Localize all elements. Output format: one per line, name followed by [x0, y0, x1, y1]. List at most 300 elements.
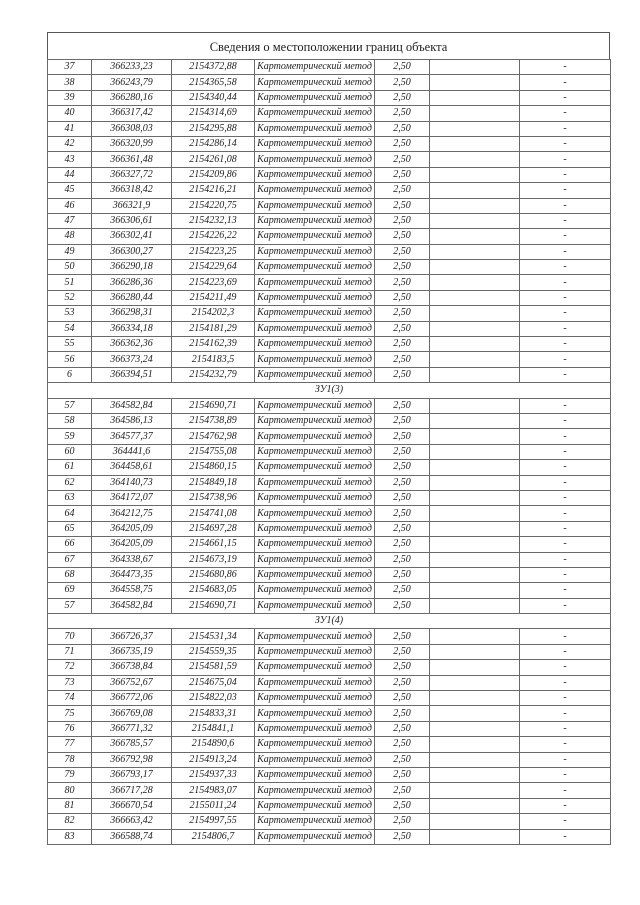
- empty-cell: [430, 552, 520, 567]
- accuracy-cell: 2,50: [375, 90, 430, 105]
- coord-x: 366771,32: [92, 721, 172, 736]
- dash-cell: -: [520, 567, 611, 582]
- coord-x: 366785,57: [92, 737, 172, 752]
- empty-cell: [430, 475, 520, 490]
- coord-x: 366769,08: [92, 706, 172, 721]
- coord-y: 2154937,33: [172, 767, 255, 782]
- point-number: 38: [48, 75, 92, 90]
- coord-y: 2154673,19: [172, 552, 255, 567]
- coord-y: 2154232,13: [172, 213, 255, 228]
- method-cell: Картометрический метод: [255, 829, 375, 844]
- table-row: [48, 229, 611, 244]
- coord-x: 366318,42: [92, 183, 172, 198]
- method-cell: Картометрический метод: [255, 183, 375, 198]
- coord-x: 366772,06: [92, 691, 172, 706]
- coord-y: 2154365,58: [172, 75, 255, 90]
- method-cell: Картометрический метод: [255, 598, 375, 613]
- point-number: 59: [48, 429, 92, 444]
- dash-cell: -: [520, 244, 611, 259]
- method-cell: Картометрический метод: [255, 136, 375, 151]
- point-number: 60: [48, 444, 92, 459]
- table-row: [48, 598, 611, 613]
- dash-cell: -: [520, 75, 611, 90]
- accuracy-cell: 2,50: [375, 213, 430, 228]
- coord-x: 364172,07: [92, 490, 172, 505]
- coord-y: 2155011,24: [172, 798, 255, 813]
- table-row: [48, 490, 611, 505]
- accuracy-cell: 2,50: [375, 798, 430, 813]
- method-cell: Картометрический метод: [255, 121, 375, 136]
- coord-y: 2154690,71: [172, 398, 255, 413]
- table-row: [48, 121, 611, 136]
- empty-cell: [430, 798, 520, 813]
- coord-x: 366334,18: [92, 321, 172, 336]
- point-number: 41: [48, 121, 92, 136]
- accuracy-cell: 2,50: [375, 413, 430, 428]
- point-number: 58: [48, 413, 92, 428]
- dash-cell: -: [520, 121, 611, 136]
- method-cell: Картометрический метод: [255, 752, 375, 767]
- coord-x: 366286,36: [92, 275, 172, 290]
- coord-y: 2154261,08: [172, 152, 255, 167]
- empty-cell: [430, 152, 520, 167]
- point-number: 67: [48, 552, 92, 567]
- coord-y: 2154890,6: [172, 737, 255, 752]
- accuracy-cell: 2,50: [375, 244, 430, 259]
- accuracy-cell: 2,50: [375, 721, 430, 736]
- empty-cell: [430, 567, 520, 582]
- table-row: [48, 213, 611, 228]
- coord-y: 2154997,55: [172, 814, 255, 829]
- coord-y: 2154690,71: [172, 598, 255, 613]
- method-cell: Картометрический метод: [255, 767, 375, 782]
- coord-y: 2154680,86: [172, 567, 255, 582]
- empty-cell: [430, 352, 520, 367]
- table-row: [48, 398, 611, 413]
- point-number: 80: [48, 783, 92, 798]
- section-row: [48, 383, 611, 398]
- coord-x: 366361,48: [92, 152, 172, 167]
- point-number: 63: [48, 490, 92, 505]
- empty-cell: [430, 521, 520, 536]
- accuracy-cell: 2,50: [375, 752, 430, 767]
- accuracy-cell: 2,50: [375, 737, 430, 752]
- point-number: 72: [48, 660, 92, 675]
- dash-cell: -: [520, 767, 611, 782]
- method-cell: Картометрический метод: [255, 60, 375, 75]
- coord-y: 2154226,22: [172, 229, 255, 244]
- empty-cell: [430, 629, 520, 644]
- accuracy-cell: 2,50: [375, 60, 430, 75]
- coord-y: 2154581,59: [172, 660, 255, 675]
- table-row: [48, 136, 611, 151]
- accuracy-cell: 2,50: [375, 321, 430, 336]
- accuracy-cell: 2,50: [375, 598, 430, 613]
- coord-x: 364473,35: [92, 567, 172, 582]
- coord-y: 2154314,69: [172, 106, 255, 121]
- dash-cell: -: [520, 506, 611, 521]
- coord-x: 366738,84: [92, 660, 172, 675]
- point-number: 51: [48, 275, 92, 290]
- table-row: [48, 429, 611, 444]
- coord-y: 2154202,3: [172, 306, 255, 321]
- coord-x: 366321,9: [92, 198, 172, 213]
- table-row: [48, 152, 611, 167]
- empty-cell: [430, 275, 520, 290]
- coord-y: 2154223,69: [172, 275, 255, 290]
- accuracy-cell: 2,50: [375, 121, 430, 136]
- empty-cell: [430, 337, 520, 352]
- method-cell: Картометрический метод: [255, 506, 375, 521]
- document-title: Сведения о местоположении границ объекта: [47, 32, 610, 59]
- point-number: 44: [48, 167, 92, 182]
- coord-x: 366320,99: [92, 136, 172, 151]
- coord-y: 2154162,39: [172, 337, 255, 352]
- accuracy-cell: 2,50: [375, 706, 430, 721]
- coord-x: 366280,16: [92, 90, 172, 105]
- dash-cell: -: [520, 429, 611, 444]
- table-row: [48, 444, 611, 459]
- accuracy-cell: 2,50: [375, 521, 430, 536]
- point-number: 46: [48, 198, 92, 213]
- coord-x: 366792,98: [92, 752, 172, 767]
- method-cell: Картометрический метод: [255, 798, 375, 813]
- coord-x: 364205,09: [92, 537, 172, 552]
- point-number: 79: [48, 767, 92, 782]
- method-cell: Картометрический метод: [255, 460, 375, 475]
- coord-x: 366306,61: [92, 213, 172, 228]
- coord-y: 2154755,08: [172, 444, 255, 459]
- coordinates-table-body: [48, 60, 611, 845]
- coord-y: 2154683,05: [172, 583, 255, 598]
- dash-cell: -: [520, 644, 611, 659]
- empty-cell: [430, 183, 520, 198]
- method-cell: Картометрический метод: [255, 152, 375, 167]
- method-cell: Картометрический метод: [255, 75, 375, 90]
- coord-y: 2154841,1: [172, 721, 255, 736]
- coord-x: 366308,03: [92, 121, 172, 136]
- table-row: [48, 60, 611, 75]
- point-number: 39: [48, 90, 92, 105]
- method-cell: Картометрический метод: [255, 398, 375, 413]
- accuracy-cell: 2,50: [375, 583, 430, 598]
- empty-cell: [430, 783, 520, 798]
- empty-cell: [430, 213, 520, 228]
- point-number: 6: [48, 367, 92, 382]
- dash-cell: -: [520, 783, 611, 798]
- point-number: 53: [48, 306, 92, 321]
- table-row: [48, 260, 611, 275]
- coord-x: 366300,27: [92, 244, 172, 259]
- table-row: [48, 675, 611, 690]
- empty-cell: [430, 90, 520, 105]
- method-cell: Картометрический метод: [255, 691, 375, 706]
- coord-x: 364140,73: [92, 475, 172, 490]
- coord-x: 366290,18: [92, 260, 172, 275]
- empty-cell: [430, 60, 520, 75]
- point-number: 56: [48, 352, 92, 367]
- empty-cell: [430, 306, 520, 321]
- table-row: [48, 798, 611, 813]
- dash-cell: -: [520, 260, 611, 275]
- table-row: [48, 829, 611, 844]
- empty-cell: [430, 660, 520, 675]
- point-number: 76: [48, 721, 92, 736]
- coord-y: 2154860,15: [172, 460, 255, 475]
- dash-cell: -: [520, 537, 611, 552]
- accuracy-cell: 2,50: [375, 367, 430, 382]
- dash-cell: -: [520, 444, 611, 459]
- method-cell: Картометрический метод: [255, 583, 375, 598]
- point-number: 49: [48, 244, 92, 259]
- dash-cell: -: [520, 398, 611, 413]
- coord-x: 366362,36: [92, 337, 172, 352]
- method-cell: Картометрический метод: [255, 814, 375, 829]
- table-row: [48, 691, 611, 706]
- coord-x: 364205,09: [92, 521, 172, 536]
- dash-cell: -: [520, 60, 611, 75]
- accuracy-cell: 2,50: [375, 106, 430, 121]
- dash-cell: -: [520, 337, 611, 352]
- dash-cell: -: [520, 152, 611, 167]
- accuracy-cell: 2,50: [375, 552, 430, 567]
- empty-cell: [430, 598, 520, 613]
- method-cell: Картометрический метод: [255, 290, 375, 305]
- accuracy-cell: 2,50: [375, 398, 430, 413]
- dash-cell: -: [520, 598, 611, 613]
- coord-y: 2154559,35: [172, 644, 255, 659]
- dash-cell: -: [520, 90, 611, 105]
- empty-cell: [430, 413, 520, 428]
- table-row: [48, 660, 611, 675]
- dash-cell: -: [520, 583, 611, 598]
- coord-y: 2154229,64: [172, 260, 255, 275]
- empty-cell: [430, 121, 520, 136]
- accuracy-cell: 2,50: [375, 444, 430, 459]
- coord-y: 2154822,03: [172, 691, 255, 706]
- coord-x: 364338,67: [92, 552, 172, 567]
- method-cell: Картометрический метод: [255, 490, 375, 505]
- method-cell: Картометрический метод: [255, 567, 375, 582]
- method-cell: Картометрический метод: [255, 721, 375, 736]
- method-cell: Картометрический метод: [255, 783, 375, 798]
- method-cell: Картометрический метод: [255, 275, 375, 290]
- coord-y: 2154738,96: [172, 490, 255, 505]
- coord-y: 2154216,21: [172, 183, 255, 198]
- accuracy-cell: 2,50: [375, 229, 430, 244]
- method-cell: Картометрический метод: [255, 413, 375, 428]
- empty-cell: [430, 429, 520, 444]
- point-number: 50: [48, 260, 92, 275]
- table-row: [48, 352, 611, 367]
- table-row: [48, 75, 611, 90]
- dash-cell: -: [520, 691, 611, 706]
- method-cell: Картометрический метод: [255, 106, 375, 121]
- dash-cell: -: [520, 552, 611, 567]
- point-number: 83: [48, 829, 92, 844]
- empty-cell: [430, 506, 520, 521]
- empty-cell: [430, 721, 520, 736]
- table-row: [48, 521, 611, 536]
- accuracy-cell: 2,50: [375, 136, 430, 151]
- table-row: [48, 752, 611, 767]
- dash-cell: -: [520, 352, 611, 367]
- accuracy-cell: 2,50: [375, 198, 430, 213]
- table-row: [48, 244, 611, 259]
- empty-cell: [430, 691, 520, 706]
- empty-cell: [430, 737, 520, 752]
- accuracy-cell: 2,50: [375, 783, 430, 798]
- point-number: 54: [48, 321, 92, 336]
- empty-cell: [430, 290, 520, 305]
- method-cell: Картометрический метод: [255, 352, 375, 367]
- coord-y: 2154372,88: [172, 60, 255, 75]
- coord-y: 2154675,04: [172, 675, 255, 690]
- table-row: [48, 706, 611, 721]
- accuracy-cell: 2,50: [375, 352, 430, 367]
- method-cell: Картометрический метод: [255, 644, 375, 659]
- point-number: 66: [48, 537, 92, 552]
- accuracy-cell: 2,50: [375, 537, 430, 552]
- point-number: 74: [48, 691, 92, 706]
- coord-x: 366717,28: [92, 783, 172, 798]
- coord-y: 2154211,49: [172, 290, 255, 305]
- empty-cell: [430, 367, 520, 382]
- accuracy-cell: 2,50: [375, 644, 430, 659]
- coord-x: 364586,13: [92, 413, 172, 428]
- method-cell: Картометрический метод: [255, 167, 375, 182]
- empty-cell: [430, 136, 520, 151]
- coord-y: 2154983,07: [172, 783, 255, 798]
- point-number: 52: [48, 290, 92, 305]
- accuracy-cell: 2,50: [375, 829, 430, 844]
- dash-cell: -: [520, 306, 611, 321]
- dash-cell: -: [520, 721, 611, 736]
- accuracy-cell: 2,50: [375, 660, 430, 675]
- coord-y: 2154340,44: [172, 90, 255, 105]
- accuracy-cell: 2,50: [375, 75, 430, 90]
- table-row: [48, 537, 611, 552]
- method-cell: Картометрический метод: [255, 198, 375, 213]
- coord-x: 364582,84: [92, 598, 172, 613]
- method-cell: Картометрический метод: [255, 244, 375, 259]
- coord-x: 366327,72: [92, 167, 172, 182]
- empty-cell: [430, 167, 520, 182]
- empty-cell: [430, 460, 520, 475]
- accuracy-cell: 2,50: [375, 814, 430, 829]
- accuracy-cell: 2,50: [375, 275, 430, 290]
- empty-cell: [430, 244, 520, 259]
- empty-cell: [430, 75, 520, 90]
- point-number: 68: [48, 567, 92, 582]
- table-row: [48, 198, 611, 213]
- table-row: [48, 290, 611, 305]
- dash-cell: -: [520, 829, 611, 844]
- dash-cell: -: [520, 660, 611, 675]
- empty-cell: [430, 444, 520, 459]
- accuracy-cell: 2,50: [375, 306, 430, 321]
- table-row: [48, 413, 611, 428]
- coordinates-table: [47, 59, 611, 845]
- table-row: [48, 475, 611, 490]
- empty-cell: [430, 706, 520, 721]
- coord-x: 366280,44: [92, 290, 172, 305]
- empty-cell: [430, 829, 520, 844]
- table-row: [48, 183, 611, 198]
- method-cell: Картометрический метод: [255, 367, 375, 382]
- point-number: 37: [48, 60, 92, 75]
- coord-x: 364558,75: [92, 583, 172, 598]
- coord-y: 2154209,86: [172, 167, 255, 182]
- empty-cell: [430, 767, 520, 782]
- dash-cell: -: [520, 814, 611, 829]
- coord-y: 2154762,98: [172, 429, 255, 444]
- table-row: [48, 737, 611, 752]
- method-cell: Картометрический метод: [255, 213, 375, 228]
- dash-cell: -: [520, 675, 611, 690]
- table-row: [48, 90, 611, 105]
- coord-y: 2154223,25: [172, 244, 255, 259]
- coord-x: 366302,41: [92, 229, 172, 244]
- coord-x: 364582,84: [92, 398, 172, 413]
- coord-y: 2154849,18: [172, 475, 255, 490]
- table-row: [48, 167, 611, 182]
- accuracy-cell: 2,50: [375, 767, 430, 782]
- point-number: 47: [48, 213, 92, 228]
- coord-x: 366735,19: [92, 644, 172, 659]
- coord-y: 2154531,34: [172, 629, 255, 644]
- method-cell: Картометрический метод: [255, 337, 375, 352]
- point-number: 57: [48, 398, 92, 413]
- point-number: 64: [48, 506, 92, 521]
- accuracy-cell: 2,50: [375, 460, 430, 475]
- point-number: 65: [48, 521, 92, 536]
- coord-x: 364212,75: [92, 506, 172, 521]
- dash-cell: -: [520, 290, 611, 305]
- table-row: [48, 721, 611, 736]
- coord-y: 2154181,29: [172, 321, 255, 336]
- table-row: [48, 783, 611, 798]
- table-row: [48, 337, 611, 352]
- table-row: [48, 506, 611, 521]
- accuracy-cell: 2,50: [375, 260, 430, 275]
- empty-cell: [430, 398, 520, 413]
- table-row: [48, 814, 611, 829]
- table-row: [48, 321, 611, 336]
- coord-x: 364458,61: [92, 460, 172, 475]
- method-cell: Картометрический метод: [255, 306, 375, 321]
- method-cell: Картометрический метод: [255, 521, 375, 536]
- accuracy-cell: 2,50: [375, 475, 430, 490]
- method-cell: Картометрический метод: [255, 552, 375, 567]
- coord-x: 366233,23: [92, 60, 172, 75]
- dash-cell: -: [520, 106, 611, 121]
- method-cell: Картометрический метод: [255, 321, 375, 336]
- coord-y: 2154806,7: [172, 829, 255, 844]
- dash-cell: -: [520, 167, 611, 182]
- empty-cell: [430, 537, 520, 552]
- dash-cell: -: [520, 490, 611, 505]
- accuracy-cell: 2,50: [375, 675, 430, 690]
- point-number: 45: [48, 183, 92, 198]
- accuracy-cell: 2,50: [375, 152, 430, 167]
- method-cell: Картометрический метод: [255, 737, 375, 752]
- table-row: [48, 275, 611, 290]
- table-row: [48, 567, 611, 582]
- table-row: [48, 306, 611, 321]
- point-number: 71: [48, 644, 92, 659]
- section-label: ЗУ1(4): [48, 614, 611, 629]
